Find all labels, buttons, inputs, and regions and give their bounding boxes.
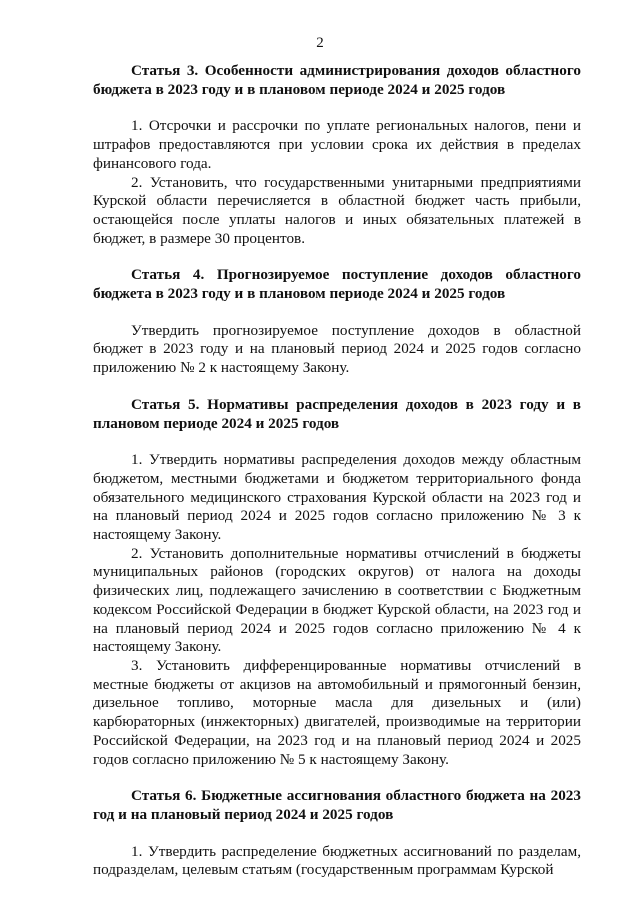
- article-6-heading: Статья 6. Бюджетные ассигнования областного бюджета на 2023 год и на плановый период 2024 и 2025 годов: [93, 787, 581, 823]
- article-5-heading: Статья 5. Нормативы распределения доходов в 2023 году и в плановом периоде 2024 и 2025 годов: [93, 395, 581, 432]
- article-3-paragraph-2: 2. Установить, что государственными унитарными предприятиями Курской области перечисляется в областной бюджет часть прибыли, остающейся после уплаты налогов и иных обязательных платежей в бюджет, в размере 30 процентов.: [93, 173, 581, 247]
- article-3-paragraph-1: 1. Отсрочки и рассрочки по уплате региональных налогов, пени и штрафов предоставляются при условии срока их действия в пределах финансового года.: [93, 117, 581, 172]
- article-3-heading: Статья 3. Особенности администрирования доходов областного бюджета в 2023 году и в плановом периоде 2024 и 2025 годов: [93, 62, 581, 98]
- article-5: [93, 396, 581, 769]
- article-6-paragraph-1: 1. Утвердить распределение бюджетных ассигнований по разделам, подразделам, целевым статьям (государственным программам Курской: [93, 842, 581, 879]
- article-4-paragraph-1: Утвердить прогнозируемое поступление доходов в областной бюджет в 2023 году и на плановый период 2024 и 2025 годов согласно приложению № 2 к настоящему Закону.: [93, 321, 581, 377]
- article-3: [93, 62, 581, 248]
- article-5-paragraph-3: 3. Установить дифференцированные нормативы отчислений в местные бюджеты от акцизов на автомобильный и прямогонный бензин, дизельное топливо, моторные масла для дизельных и (или) карбюраторных (инжекторных) двигателей, производимые на территории Российской Федерации, на 2023 год и на плановый период 2024 и 2025 годов согласно приложению № 5 к настоящему Закону.: [93, 656, 581, 768]
- article-4-heading: Статья 4. Прогнозируемое поступление доходов областного бюджета в 2023 году и в плановом периоде 2024 и 2025 годов: [93, 266, 581, 303]
- document-body: [93, 62, 581, 880]
- article-6: [93, 787, 581, 880]
- article-5-paragraph-1: 1. Утвердить нормативы распределения доходов между областным бюджетом, местными бюджетами и бюджетом территориального фонда обязательного медицинского страхования Курской области на 2023 год и на плановый период 2024 и 2025 годов согласно приложению № 3 к настоящему Закону.: [93, 451, 581, 544]
- article-5-paragraph-2: 2. Установить дополнительные нормативы отчислений в бюджеты муниципальных районов (городских округов) от налога на доходы физических лиц, подлежащего зачислению в соответствии с Бюджетным кодексом Российской Федерации в бюджет Курской области, на 2023 год и на плановый период 2024 и 2025 годов согласно приложению № 4 к настоящему Закону.: [93, 544, 581, 656]
- page-number: 2: [316, 35, 324, 51]
- article-4: [93, 266, 581, 378]
